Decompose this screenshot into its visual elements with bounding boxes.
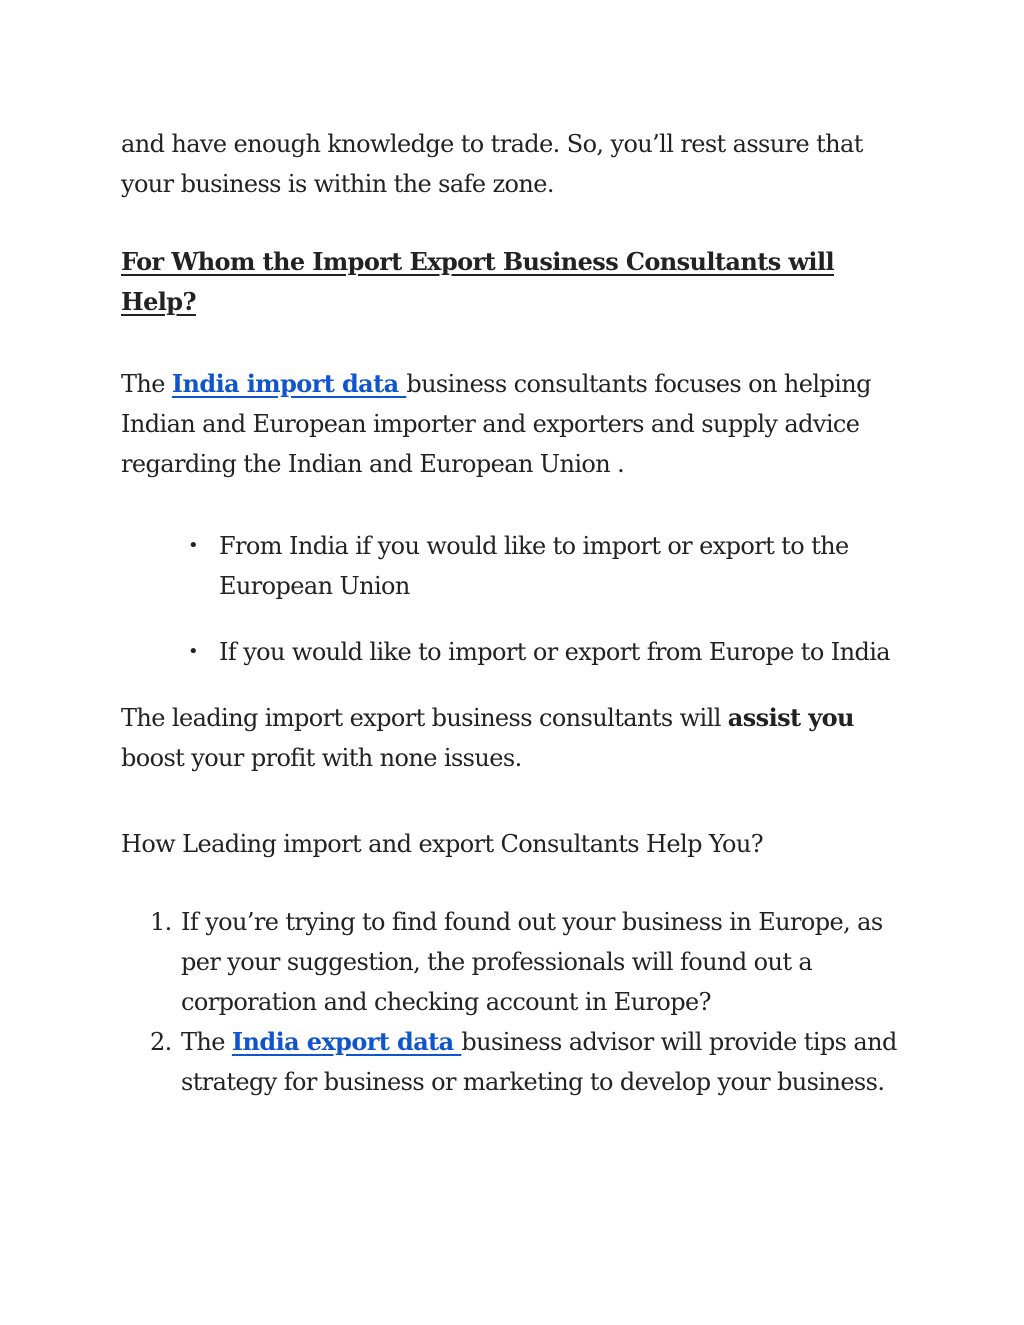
lead-suffix: business consultants focuses on helping Indian and European importer and exporters and supply advice regarding the Indian and European Union . bbox=[121, 370, 871, 478]
list-item bbox=[150, 1022, 911, 1102]
section-heading: For Whom the Import Export Business Consultants will Help? bbox=[121, 247, 834, 316]
step-text: If you’re trying to find found out your business in Europe, as per your suggestion, the professionals will found out a corporation and checking account in Europe? bbox=[181, 908, 883, 1016]
document-page bbox=[121, 124, 911, 1102]
assist-paragraph bbox=[121, 698, 911, 778]
assist-bold: assist you bbox=[727, 703, 854, 732]
india-export-data-link[interactable]: India export data bbox=[231, 1027, 462, 1056]
intro-paragraph: and have enough knowledge to trade. So, you’ll rest assure that your business is within the safe zone. bbox=[121, 130, 863, 198]
list-item bbox=[188, 526, 911, 606]
bullet-text: If you would like to import or export from Europe to India bbox=[219, 638, 890, 666]
list-number: 2. bbox=[150, 1028, 172, 1056]
step-suffix: business advisor will provide tips and strategy for business or marketing to develop your business. bbox=[181, 1028, 897, 1096]
bullet-list bbox=[121, 526, 911, 672]
numbered-list bbox=[121, 902, 911, 1102]
step-prefix: The bbox=[181, 1028, 232, 1056]
list-number: 1. bbox=[150, 908, 172, 936]
lead-paragraph bbox=[121, 364, 911, 484]
lead-prefix: The bbox=[121, 370, 172, 398]
india-import-data-link[interactable]: India import data bbox=[171, 369, 407, 398]
assist-suffix: boost your profit with none issues. bbox=[121, 744, 522, 772]
list-item bbox=[150, 902, 911, 1022]
bullet-marker: • bbox=[188, 535, 199, 556]
bullet-marker: • bbox=[188, 641, 199, 662]
assist-prefix: The leading import export business consultants will bbox=[121, 704, 728, 732]
list-item bbox=[188, 632, 911, 672]
how-paragraph: How Leading import and export Consultants Help You? bbox=[121, 830, 763, 858]
bullet-text: From India if you would like to import or export to the European Union bbox=[219, 532, 849, 600]
